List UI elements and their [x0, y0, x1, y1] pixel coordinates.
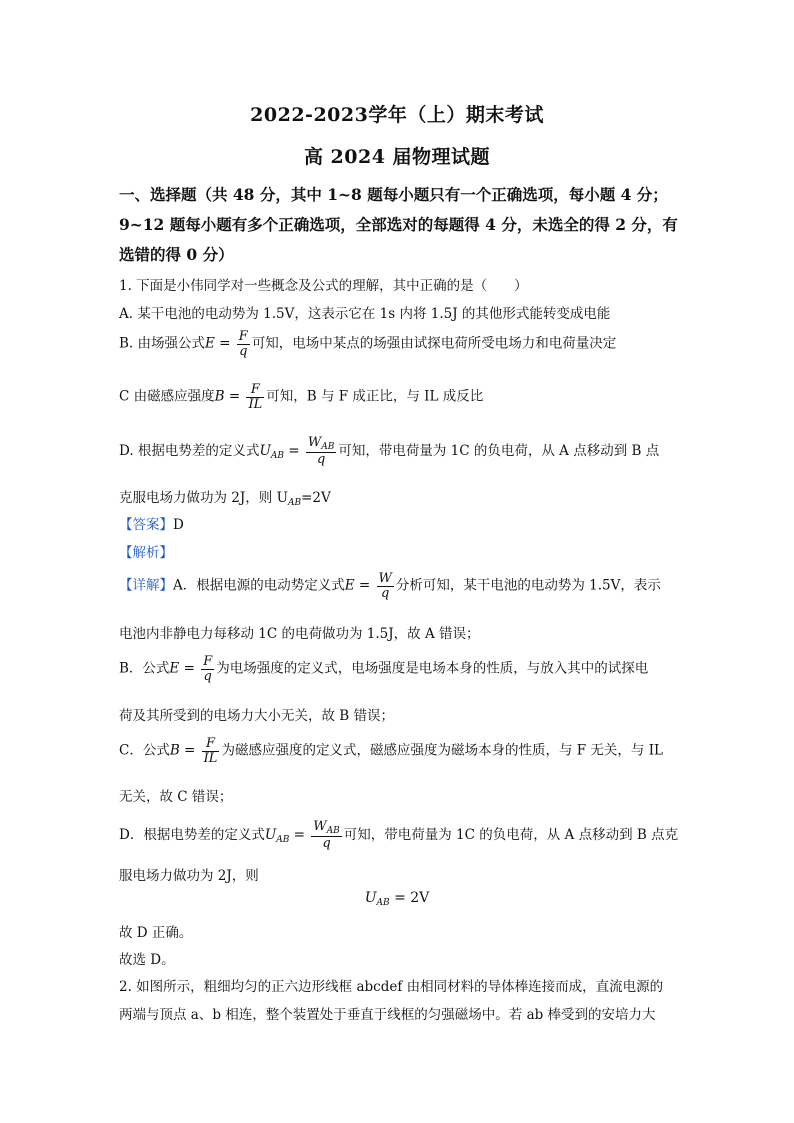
option-c-suffix: 可知，B 与 F 成正比，与 IL 成反比	[266, 388, 484, 405]
detail-b-suffix: 为电场强度的定义式，电场强度是电场本身的性质，与放入其中的试探电	[216, 660, 649, 677]
formula-symbol: U	[264, 827, 277, 844]
formula-symbol: E	[205, 335, 215, 352]
answer-line	[119, 513, 679, 533]
section-heading-line1: 一、选择题（共 48 分，其中 1~8 题每小题只有一个正确选项，每小题 4 分；	[119, 185, 668, 204]
numerator	[306, 436, 337, 453]
formula-equals: =	[179, 660, 200, 677]
option-d-line2-end: =2V	[301, 490, 331, 506]
exam-subtitle: 高 2024 届物理试题	[303, 146, 491, 168]
denominator: IL	[203, 750, 218, 766]
option-b-suffix: 可知，电场中某点的场强由试探电荷所受电场力和电荷量决定	[251, 335, 617, 352]
detail-a-prefix: A．根据电源的电动势定义式	[173, 577, 345, 594]
numerator: F	[203, 654, 213, 669]
detail-d	[119, 820, 679, 851]
answer-value: D	[173, 517, 184, 533]
detail-c-prefix: C．公式	[119, 742, 170, 759]
numerator-subscript: AB	[326, 826, 340, 836]
equation-rhs: = 2V	[389, 890, 430, 906]
detail-b	[119, 655, 679, 683]
numerator: F	[238, 329, 248, 344]
analysis-tag: 【解析】	[119, 545, 173, 561]
detail-c-suffix: 为磁感应强度的定义式，磁感应强度为磁场本身的性质，与 F 无关，与 IL	[221, 742, 663, 759]
equation-subscript: AB	[376, 898, 390, 908]
formula-subscript: AB	[270, 451, 284, 462]
formula-symbol: U	[259, 443, 271, 460]
question-1-option-d	[119, 436, 679, 467]
formula-symbol: B	[214, 388, 225, 405]
equation-lhs: U	[364, 890, 377, 906]
option-d-line2-subscript: AB	[287, 498, 302, 508]
fraction-f-over-il	[202, 737, 220, 765]
detail-tag: 【详解】	[119, 577, 173, 594]
question-1-option-a: A. 某干电池的电动势为 1.5V，这表示它在 1s 内将 1.5J 的其他形式能转变成电能	[119, 306, 611, 322]
detail-a	[119, 572, 679, 600]
option-c-prefix: C 由磁感应强度	[119, 388, 215, 405]
centered-equation	[0, 890, 794, 908]
detail-a-line2: 电池内非静电力每移动 1C 的电荷做功为 1.5J，故 A 错误；	[119, 626, 480, 642]
fraction-w-over-q	[377, 572, 394, 600]
formula-symbol: E	[169, 660, 180, 677]
fraction-f-over-q	[237, 330, 250, 358]
numerator	[311, 820, 342, 837]
option-d-suffix: 可知，带电荷量为 1C 的负电荷，从 A 点移动到 B 点	[338, 443, 660, 460]
question-2-line1: 2. 如图所示，粗细均匀的正六边形线框 abcdef 由相同材料的导体棒连接而成，直流电源的	[119, 979, 664, 995]
conclusion-2: 故选 D。	[119, 952, 175, 968]
denominator: q	[203, 668, 212, 684]
numerator: W	[378, 571, 392, 586]
detail-d-suffix: 可知，带电荷量为 1C 的负电荷，从 A 点移动到 B 点克	[343, 827, 679, 844]
detail-c-line2: 无关，故 C 错误；	[119, 789, 233, 805]
formula-subscript: AB	[276, 835, 290, 846]
denominator: q	[381, 585, 390, 601]
detail-b-prefix: B．公式	[119, 660, 170, 677]
numerator-symbol: W	[307, 435, 322, 450]
fraction-f-over-q	[201, 655, 214, 683]
question-1-stem: 1. 下面是小伟同学对一些概念及公式的理解，其中正确的是（ ）	[119, 278, 528, 294]
fraction-f-over-il	[246, 383, 264, 411]
formula-symbol: B	[169, 742, 180, 759]
option-d-prefix: D. 根据电势差的定义式	[119, 443, 260, 460]
section-heading-line3: 选错的得 0 分）	[119, 245, 234, 264]
exam-title: 2022-2023学年（上）期末考试	[250, 104, 544, 126]
formula-equals: =	[283, 443, 304, 460]
formula-equals: =	[179, 742, 200, 759]
denominator: q	[316, 452, 326, 468]
conclusion-1: 故 D 正确。	[119, 925, 193, 941]
numerator-subscript: AB	[321, 442, 335, 452]
detail-d-line2: 服电场力做功为 2J，则	[119, 868, 259, 884]
formula-equals: =	[354, 577, 375, 594]
formula-symbol: E	[344, 577, 355, 594]
formula-equals: =	[289, 827, 310, 844]
formula-equals: =	[214, 335, 235, 352]
fraction-w-over-q	[311, 820, 342, 851]
question-1-option-b	[119, 330, 679, 358]
option-d-line2-text: 克服电场力做功为 2J，则 U	[119, 490, 288, 506]
option-b-prefix: B. 由场强公式	[119, 335, 206, 352]
detail-a-suffix: 分析可知，某干电池的电动势为 1.5V，表示	[395, 577, 661, 594]
denominator: IL	[248, 396, 263, 412]
question-2-line2: 两端与顶点 a、b 相连，整个装置处于垂直于线框的匀强磁场中。若 ab 棒受到的安培力大	[119, 1007, 656, 1023]
fraction-w-over-q	[306, 436, 337, 467]
section-heading-line2: 9~12 题每小题有多个正确选项，全部选对的每题得 4 分，未选全的得 2 分，有	[119, 215, 678, 234]
detail-d-prefix: D．根据电势差的定义式	[119, 827, 265, 844]
numerator-symbol: W	[313, 819, 327, 834]
numerator: F	[202, 737, 220, 752]
question-1-option-c	[119, 383, 679, 411]
question-1-option-d-line2	[119, 486, 679, 508]
denominator: q	[239, 343, 248, 359]
denominator: q	[322, 836, 331, 852]
detail-b-line2: 荷及其所受到的电场力大小无关，故 B 错误；	[119, 708, 395, 724]
numerator: F	[246, 383, 264, 398]
detail-c	[119, 737, 679, 765]
answer-tag: 【答案】	[119, 517, 173, 533]
formula-equals: =	[224, 388, 245, 405]
